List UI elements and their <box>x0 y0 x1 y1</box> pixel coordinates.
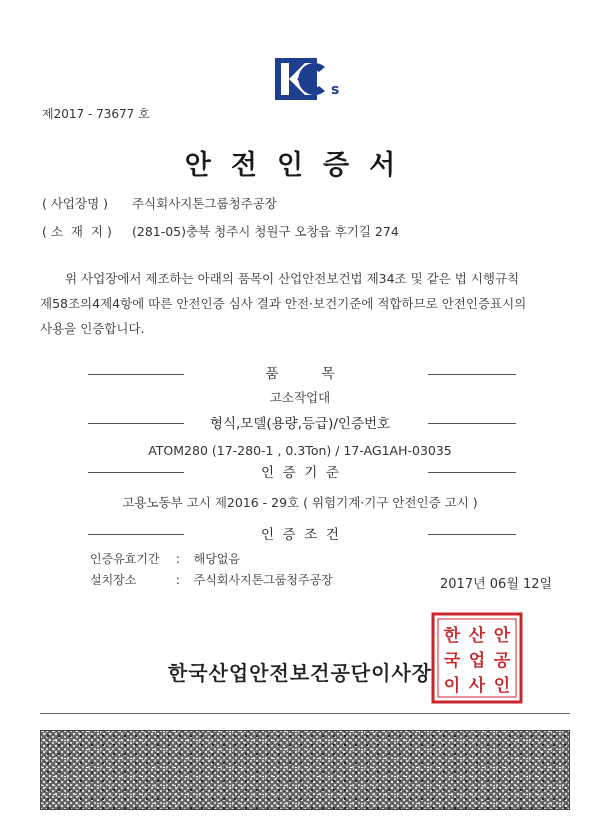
company-name-row <box>42 194 277 212</box>
svg-text:인: 인 <box>493 676 511 696</box>
svg-text:업: 업 <box>468 651 486 671</box>
validity-label: 인증유효기간 <box>90 552 160 566</box>
validity-row <box>90 550 240 567</box>
svg-text:산: 산 <box>468 626 486 646</box>
svg-text:s: s <box>331 82 340 98</box>
svg-text:국: 국 <box>443 651 461 671</box>
install-location-label: 설치장소 <box>90 573 137 587</box>
address-label: ( 소 재 지 ) <box>42 224 112 239</box>
address-value: (281-05)충북 청주시 청원구 오창읍 후기길 274 <box>131 224 399 239</box>
document-title: 안전인증서 <box>184 150 416 181</box>
address-row <box>42 222 399 240</box>
footer-divider <box>40 713 570 714</box>
official-seal-icon <box>430 611 524 705</box>
statement-line-2: 제58조의4제4항에 따른 안전인증 심사 결과 안전·보건기준에 적합하므로 안전인증표시의 <box>40 296 527 311</box>
standard-heading: 인 증 기 준 <box>261 465 339 481</box>
statement-line-3: 사용을 인증합니다. <box>40 321 145 336</box>
standard-value: 고용노동부 고시 제2016 - 29호 ( 위험기계·기구 안전인증 고시 ) <box>122 495 478 510</box>
svg-text:한: 한 <box>443 626 461 646</box>
svg-text:안: 안 <box>493 626 511 646</box>
conditions-heading: 인 증 조 건 <box>261 527 339 543</box>
validity-separator: : <box>175 552 180 566</box>
issuer-name: 한국산업안전보건공단이사장 <box>167 661 433 685</box>
certification-statement <box>40 266 570 341</box>
install-location-separator: : <box>175 573 180 587</box>
kcs-logo-icon <box>275 58 351 100</box>
install-location-value: 주식회사지톤그룹청주공장 <box>193 573 333 587</box>
security-pattern <box>40 730 570 810</box>
issue-date: 2017년 06월 12일 <box>440 577 553 592</box>
svg-text:이: 이 <box>443 676 461 696</box>
svg-text:공: 공 <box>493 651 511 671</box>
model-heading: 형식,모델(용량,등급)/인증번호 <box>209 416 391 432</box>
validity-value: 해당없음 <box>193 552 241 566</box>
company-name-label: ( 사업장명 ) <box>42 196 109 211</box>
certificate-number: 제2017 - 73677 호 <box>42 107 150 121</box>
svg-text:사: 사 <box>468 676 486 696</box>
model-value: ATOM280 (17-280-1 , 0.3Ton) / 17-AG1AH-03035 <box>148 443 452 458</box>
company-name-value: 주식회사지톤그룹청주공장 <box>131 196 277 211</box>
item-heading: 품 목 <box>265 366 335 382</box>
install-location-row <box>90 571 333 588</box>
item-value: 고소작업대 <box>269 390 331 405</box>
statement-line-1: 위 사업장에서 제조하는 아래의 품목이 산업안전보건법 제34조 및 같은 법 시행규칙 <box>65 271 520 286</box>
